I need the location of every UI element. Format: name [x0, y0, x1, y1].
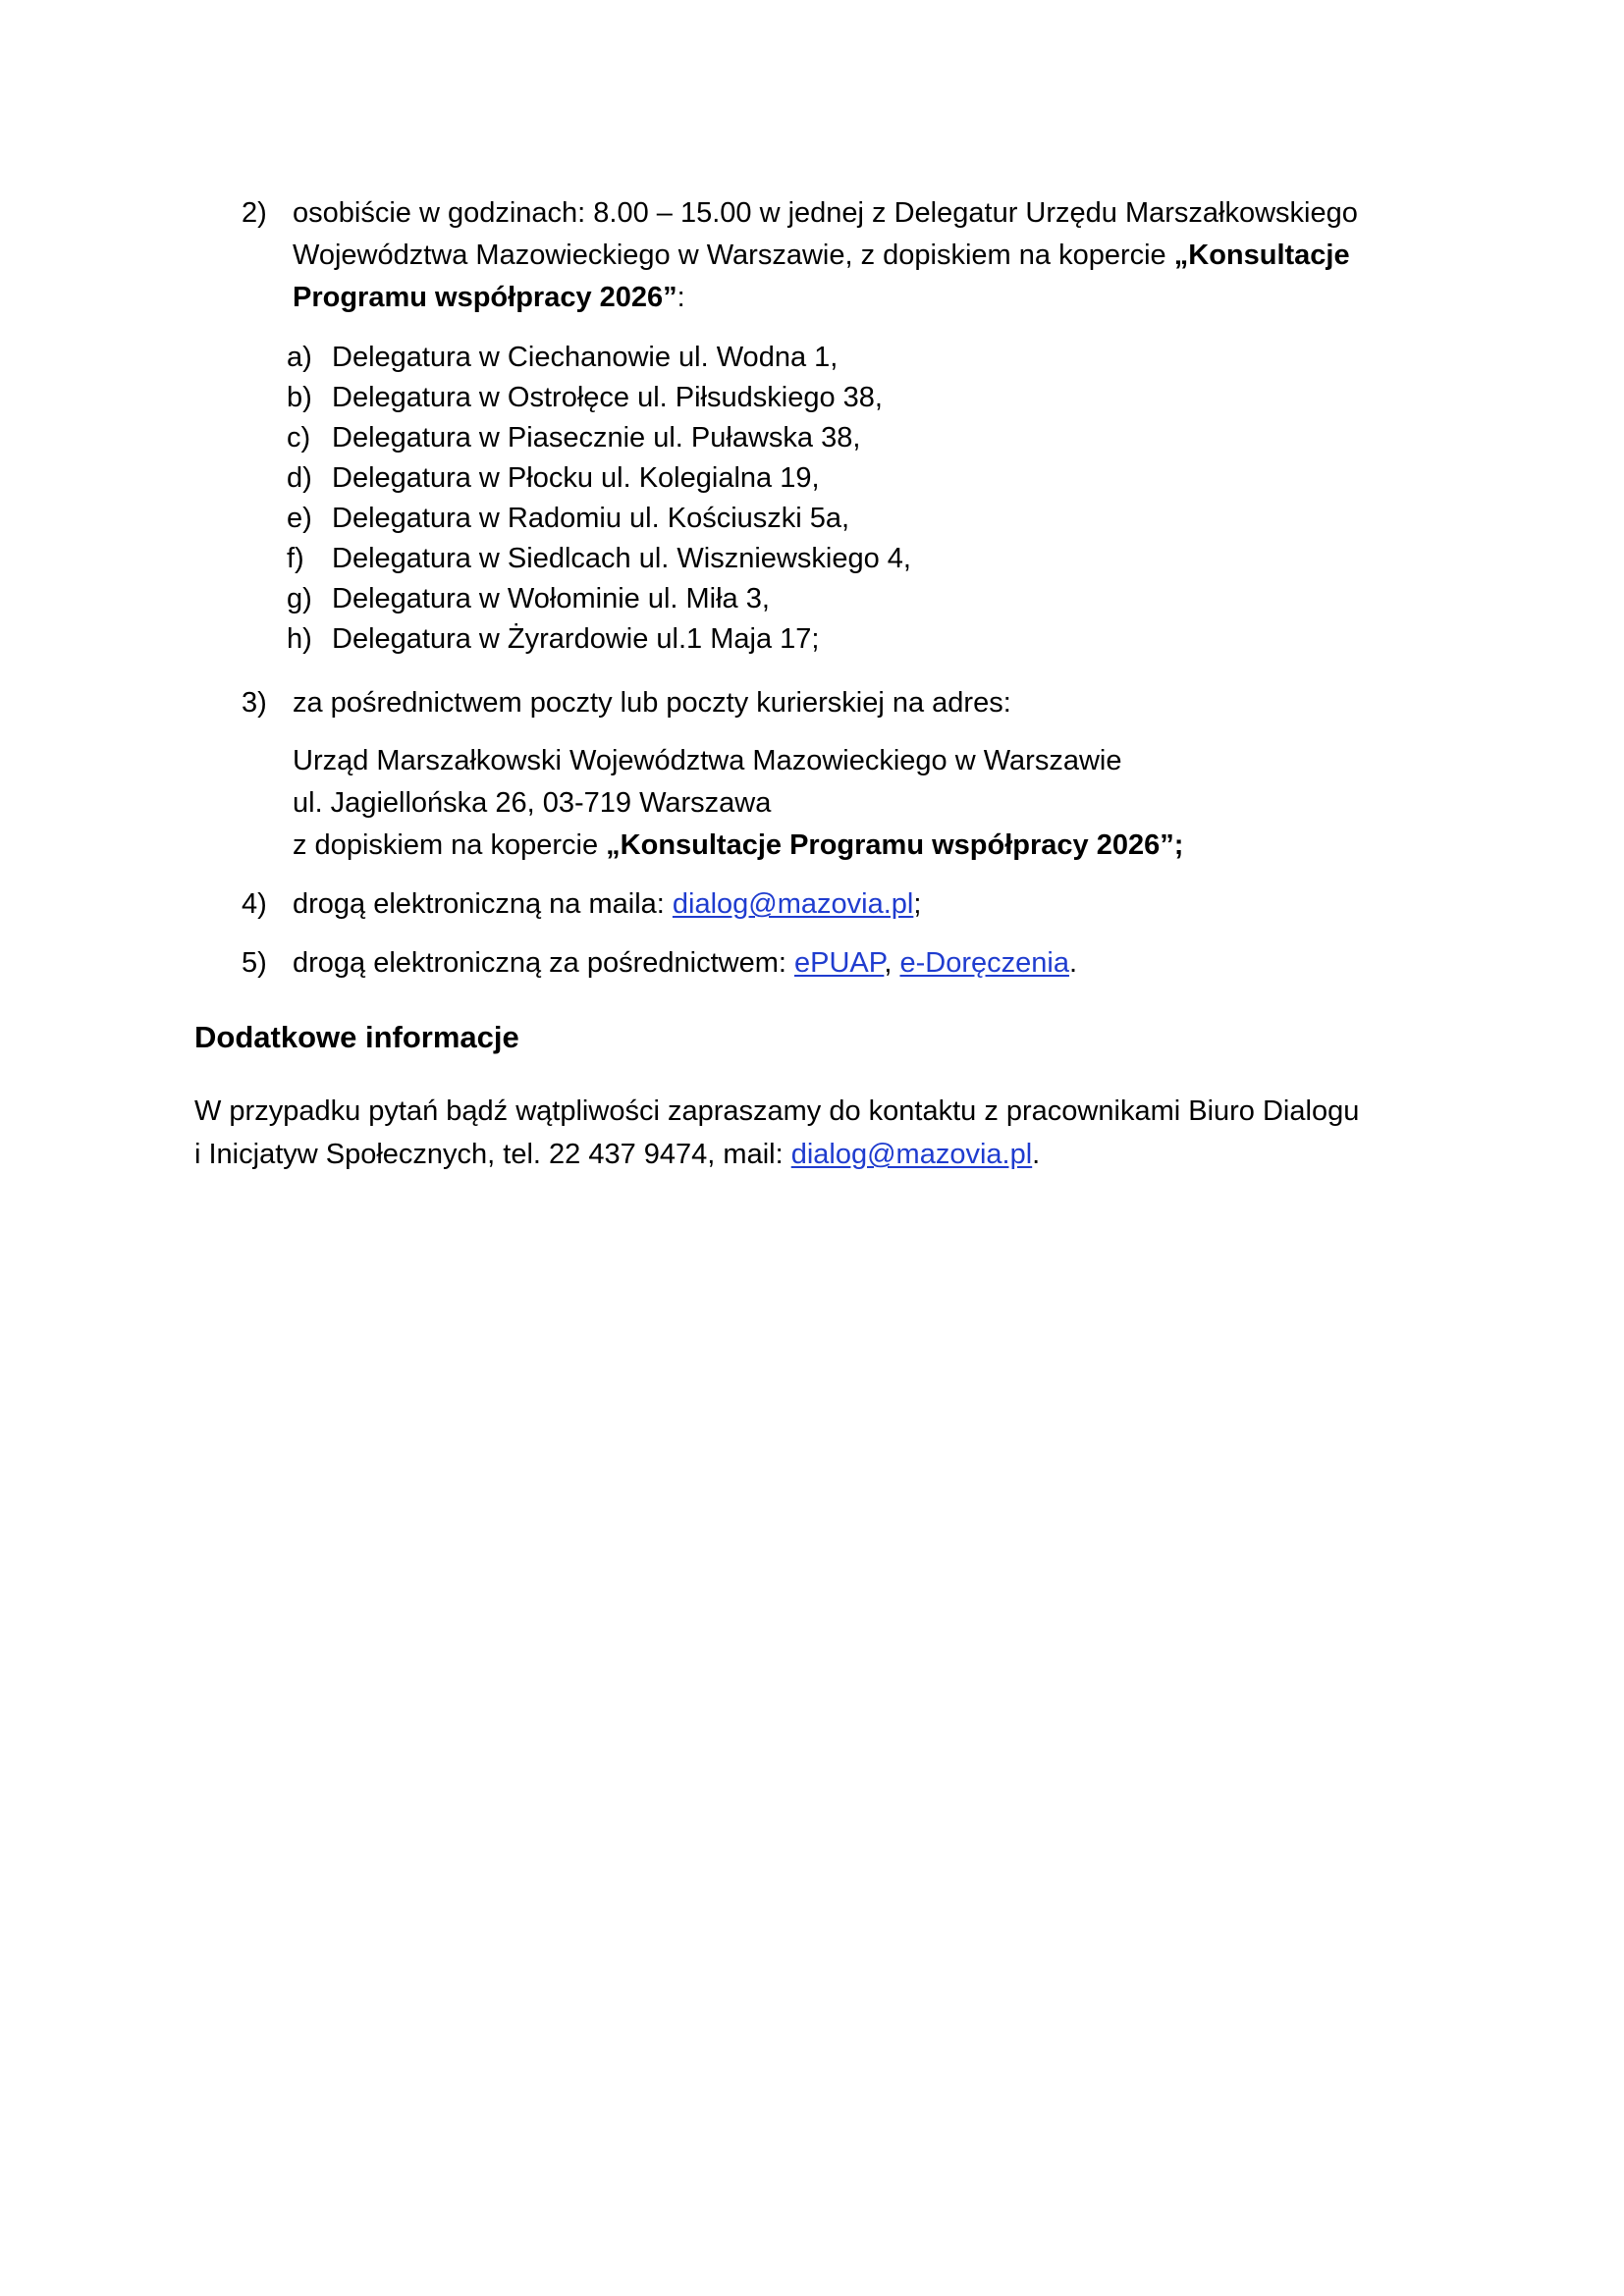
item5-post: . [1068, 947, 1078, 979]
address-line2: ul. Jagiellońska 26, 03-719 Warszawa [293, 787, 772, 819]
additional-line2 [194, 1133, 1040, 1176]
item5-sep: , [884, 947, 900, 979]
list-number-5: 5) [242, 947, 267, 979]
delegatura-item: Delegatura w Radomiu ul. Kościuszki 5a, [332, 503, 850, 534]
additional-line2-post: . [1032, 1139, 1041, 1170]
item5-line [293, 941, 1077, 985]
delegatura-item: Delegatura w Wołominie ul. Miła 3, [332, 583, 770, 614]
address-line3-text: z dopiskiem na kopercie [293, 829, 607, 861]
contact-email-link[interactable]: dialog@mazovia.pl [790, 1139, 1033, 1170]
sublist-letter: e) [287, 503, 312, 534]
item2-line1: osobiście w godzinach: 8.00 – 15.00 w jednej z Delegatur Urzędu Marszałkowskiego [293, 197, 1358, 229]
address-line1: Urząd Marszałkowski Województwa Mazowieckiego w Warszawie [293, 745, 1122, 776]
sublist-letter: h) [287, 623, 312, 655]
item2-line2 [293, 234, 1350, 277]
item4-text: drogą elektroniczną na maila: [293, 888, 673, 920]
item2-line2-text: Województwa Mazowieckiego w Warszawie, z dopiskiem na kopercie [293, 240, 1174, 271]
sublist-letter: g) [287, 583, 312, 614]
epuap-link[interactable]: ePUAP [793, 947, 885, 979]
list-number-4: 4) [242, 888, 267, 920]
sublist-letter: b) [287, 382, 312, 413]
address-line3-bold: „Konsultacje Programu współpracy 2026”; [606, 829, 1184, 861]
item2-line3-post: : [677, 282, 685, 313]
delegatura-item: Delegatura w Piasecznie ul. Puławska 38, [332, 422, 861, 454]
email-link[interactable]: dialog@mazovia.pl [672, 888, 914, 920]
delegatura-item: Delegatura w Żyrardowie ul.1 Maja 17; [332, 623, 820, 655]
item3-text: za pośrednictwem poczty lub poczty kurierskiej na adres: [293, 687, 1011, 719]
address-line3 [293, 824, 1183, 867]
delegatura-item: Delegatura w Ciechanowie ul. Wodna 1, [332, 342, 839, 373]
item2-line2-bold: „Konsultacje [1173, 240, 1350, 271]
additional-line2-text: i Inicjatyw Społecznych, tel. 22 437 9474, mail: [194, 1139, 791, 1170]
additional-line1: W przypadku pytań bądź wątpliwości zapraszamy do kontaktu z pracownikami Biuro Dialogu [194, 1095, 1360, 1127]
e-doreczenia-link[interactable]: e-Doręczenia [899, 947, 1069, 979]
sublist-letter: d) [287, 462, 312, 494]
list-number-2: 2) [242, 197, 267, 229]
delegatura-item: Delegatura w Siedlcach ul. Wiszniewskiego 4, [332, 543, 911, 574]
delegatura-item: Delegatura w Ostrołęce ul. Piłsudskiego 38, [332, 382, 883, 413]
item4-line [293, 882, 921, 926]
item2-line3-bold: Programu współpracy 2026” [293, 282, 677, 313]
sublist-letter: f) [287, 543, 304, 574]
sublist-letter: c) [287, 422, 311, 454]
section-heading: Dodatkowe informacje [194, 1020, 519, 1054]
item5-text: drogą elektroniczną za pośrednictwem: [293, 947, 794, 979]
list-number-3: 3) [242, 687, 267, 719]
item2-line3 [293, 276, 685, 319]
delegatura-item: Delegatura w Płocku ul. Kolegialna 19, [332, 462, 820, 494]
sublist-letter: a) [287, 342, 312, 373]
item4-post: ; [913, 888, 922, 920]
